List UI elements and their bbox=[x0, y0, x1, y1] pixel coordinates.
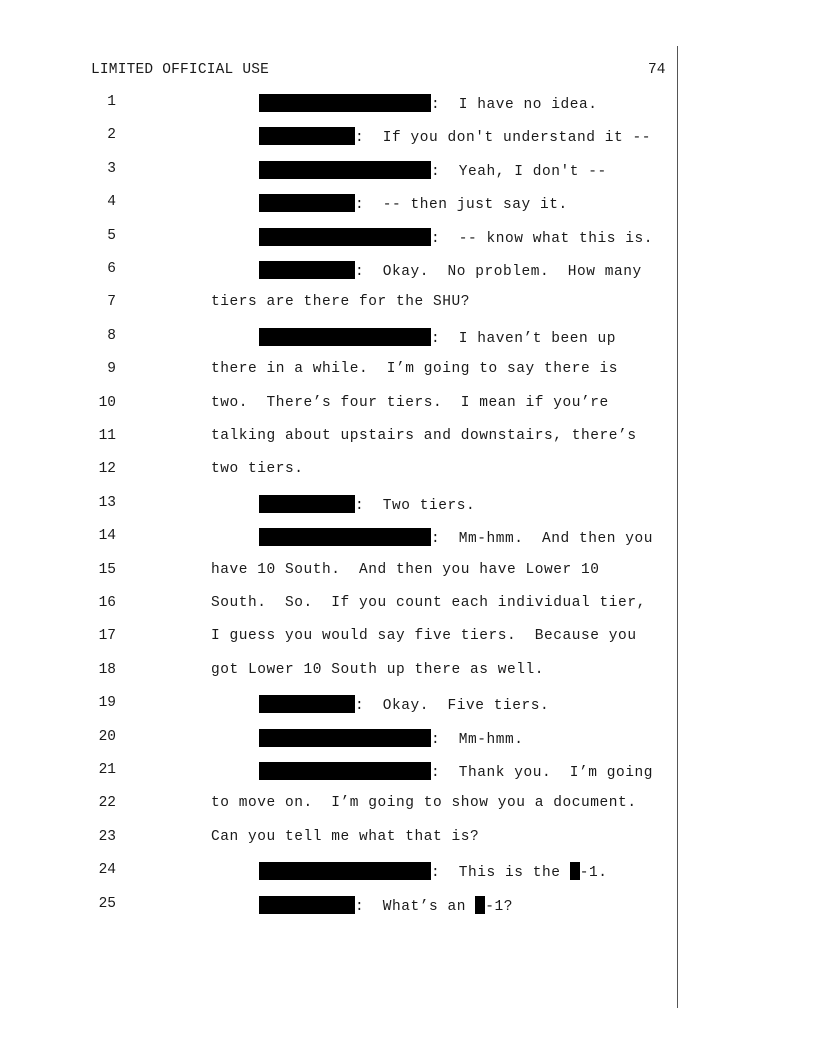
line-content: : Mm-hmm. And then you bbox=[431, 531, 654, 547]
line-content: Can you tell me what that is? bbox=[211, 829, 480, 845]
transcript-line bbox=[0, 395, 676, 415]
speaker-redaction bbox=[259, 729, 431, 747]
line-text bbox=[211, 562, 600, 578]
line-number: 21 bbox=[98, 762, 116, 778]
line-text bbox=[211, 461, 304, 477]
line-number: 16 bbox=[98, 595, 116, 611]
line-content: got Lower 10 South up there as well. bbox=[211, 662, 545, 678]
transcript-line bbox=[0, 228, 676, 248]
line-number: 2 bbox=[107, 127, 116, 143]
line-text bbox=[211, 795, 637, 811]
speaker-redaction bbox=[259, 261, 355, 279]
speaker-redaction bbox=[259, 328, 431, 346]
line-content: : I haven’t been up bbox=[431, 331, 617, 347]
line-text bbox=[259, 228, 653, 247]
transcript-line bbox=[0, 829, 676, 849]
line-text bbox=[259, 94, 598, 113]
line-content: two tiers. bbox=[211, 461, 304, 477]
line-text bbox=[211, 628, 637, 644]
line-number: 17 bbox=[98, 628, 116, 644]
line-text bbox=[259, 862, 608, 881]
speaker-redaction bbox=[259, 127, 355, 145]
line-number: 20 bbox=[98, 729, 116, 745]
line-text bbox=[211, 662, 544, 678]
line-text bbox=[259, 729, 524, 748]
transcript-line bbox=[0, 461, 676, 481]
transcript-line bbox=[0, 695, 676, 715]
line-content: there in a while. I’m going to say there is bbox=[211, 361, 619, 377]
inline-redaction bbox=[475, 896, 485, 914]
speaker-redaction bbox=[259, 862, 431, 880]
line-text bbox=[259, 695, 549, 714]
line-text bbox=[211, 595, 646, 611]
line-content: : -- know what this is. bbox=[431, 231, 654, 247]
line-number: 4 bbox=[107, 194, 116, 210]
line-number: 5 bbox=[107, 228, 116, 244]
transcript-line bbox=[0, 896, 676, 916]
line-content: : Okay. No problem. How many bbox=[355, 264, 642, 280]
line-number: 19 bbox=[98, 695, 116, 711]
line-content: : What’s an bbox=[355, 899, 476, 915]
line-content: : -- then just say it. bbox=[355, 197, 568, 213]
line-content: : Yeah, I don't -- bbox=[431, 164, 607, 180]
speaker-redaction bbox=[259, 495, 355, 513]
transcript-line bbox=[0, 428, 676, 448]
line-number: 22 bbox=[98, 795, 116, 811]
line-content: : Mm-hmm. bbox=[431, 732, 524, 748]
speaker-redaction bbox=[259, 161, 431, 179]
transcript-line bbox=[0, 127, 676, 147]
right-margin-rule bbox=[677, 46, 678, 1008]
line-content: South. So. If you count each individual tier, bbox=[211, 595, 646, 611]
line-number: 14 bbox=[98, 528, 116, 544]
line-number: 12 bbox=[98, 461, 116, 477]
line-text bbox=[211, 395, 609, 411]
line-number: 24 bbox=[98, 862, 116, 878]
transcript-line bbox=[0, 94, 676, 114]
line-text bbox=[259, 762, 653, 781]
line-text bbox=[259, 495, 475, 514]
line-content: two. There’s four tiers. I mean if you’re bbox=[211, 395, 609, 411]
line-content: : This is the bbox=[431, 865, 570, 881]
transcript-line bbox=[0, 194, 676, 214]
line-text bbox=[259, 261, 642, 280]
speaker-redaction bbox=[259, 94, 431, 112]
speaker-redaction bbox=[259, 762, 431, 780]
line-content: have 10 South. And then you have Lower 10 bbox=[211, 562, 600, 578]
line-number: 13 bbox=[98, 495, 116, 511]
line-content-tail: -1? bbox=[485, 899, 514, 915]
line-number: 23 bbox=[98, 829, 116, 845]
line-content: talking about upstairs and downstairs, there’s bbox=[211, 428, 637, 444]
transcript-line bbox=[0, 795, 676, 815]
transcript-line bbox=[0, 161, 676, 181]
transcript-line bbox=[0, 595, 676, 615]
line-text bbox=[259, 194, 568, 213]
speaker-redaction bbox=[259, 528, 431, 546]
speaker-redaction bbox=[259, 228, 431, 246]
transcript-line bbox=[0, 729, 676, 749]
transcript-line bbox=[0, 294, 676, 314]
speaker-redaction bbox=[259, 695, 355, 713]
line-number: 10 bbox=[98, 395, 116, 411]
speaker-redaction bbox=[259, 896, 355, 914]
transcript-line bbox=[0, 361, 676, 381]
line-number: 6 bbox=[107, 261, 116, 277]
transcript-line bbox=[0, 495, 676, 515]
line-content-tail: -1. bbox=[579, 865, 608, 881]
line-content: tiers are there for the SHU? bbox=[211, 294, 471, 310]
line-number: 8 bbox=[107, 328, 116, 344]
transcript-line bbox=[0, 328, 676, 348]
line-number: 25 bbox=[98, 896, 116, 912]
line-text bbox=[211, 829, 479, 845]
speaker-redaction bbox=[259, 194, 355, 212]
line-text bbox=[211, 428, 637, 444]
transcript-line bbox=[0, 261, 676, 281]
line-text bbox=[259, 328, 616, 347]
line-number: 9 bbox=[107, 361, 116, 377]
classification-header: LIMITED OFFICIAL USE bbox=[91, 62, 270, 78]
line-content: : Thank you. I’m going bbox=[431, 765, 654, 781]
line-text bbox=[211, 361, 618, 377]
line-content: : Two tiers. bbox=[355, 498, 476, 514]
line-text bbox=[259, 161, 607, 180]
line-number: 11 bbox=[98, 428, 116, 444]
line-content: : I have no idea. bbox=[431, 97, 598, 113]
line-text bbox=[211, 294, 470, 310]
line-number: 3 bbox=[107, 161, 116, 177]
line-number: 15 bbox=[98, 562, 116, 578]
line-content: : If you don't understand it -- bbox=[355, 130, 652, 146]
line-text bbox=[259, 127, 651, 146]
line-number: 18 bbox=[98, 662, 116, 678]
line-content: I guess you would say five tiers. Because you bbox=[211, 628, 637, 644]
transcript-line bbox=[0, 628, 676, 648]
transcript-line bbox=[0, 862, 676, 882]
transcript-line bbox=[0, 528, 676, 548]
line-content: to move on. I’m going to show you a document. bbox=[211, 795, 637, 811]
transcript-line bbox=[0, 662, 676, 682]
inline-redaction bbox=[570, 862, 580, 880]
line-content: : Okay. Five tiers. bbox=[355, 698, 550, 714]
transcript-line bbox=[0, 762, 676, 782]
transcript-line bbox=[0, 562, 676, 582]
line-number: 7 bbox=[107, 294, 116, 310]
line-number: 1 bbox=[107, 94, 116, 110]
line-text bbox=[259, 528, 653, 547]
page-number: 74 bbox=[648, 62, 666, 78]
line-text bbox=[259, 896, 513, 915]
